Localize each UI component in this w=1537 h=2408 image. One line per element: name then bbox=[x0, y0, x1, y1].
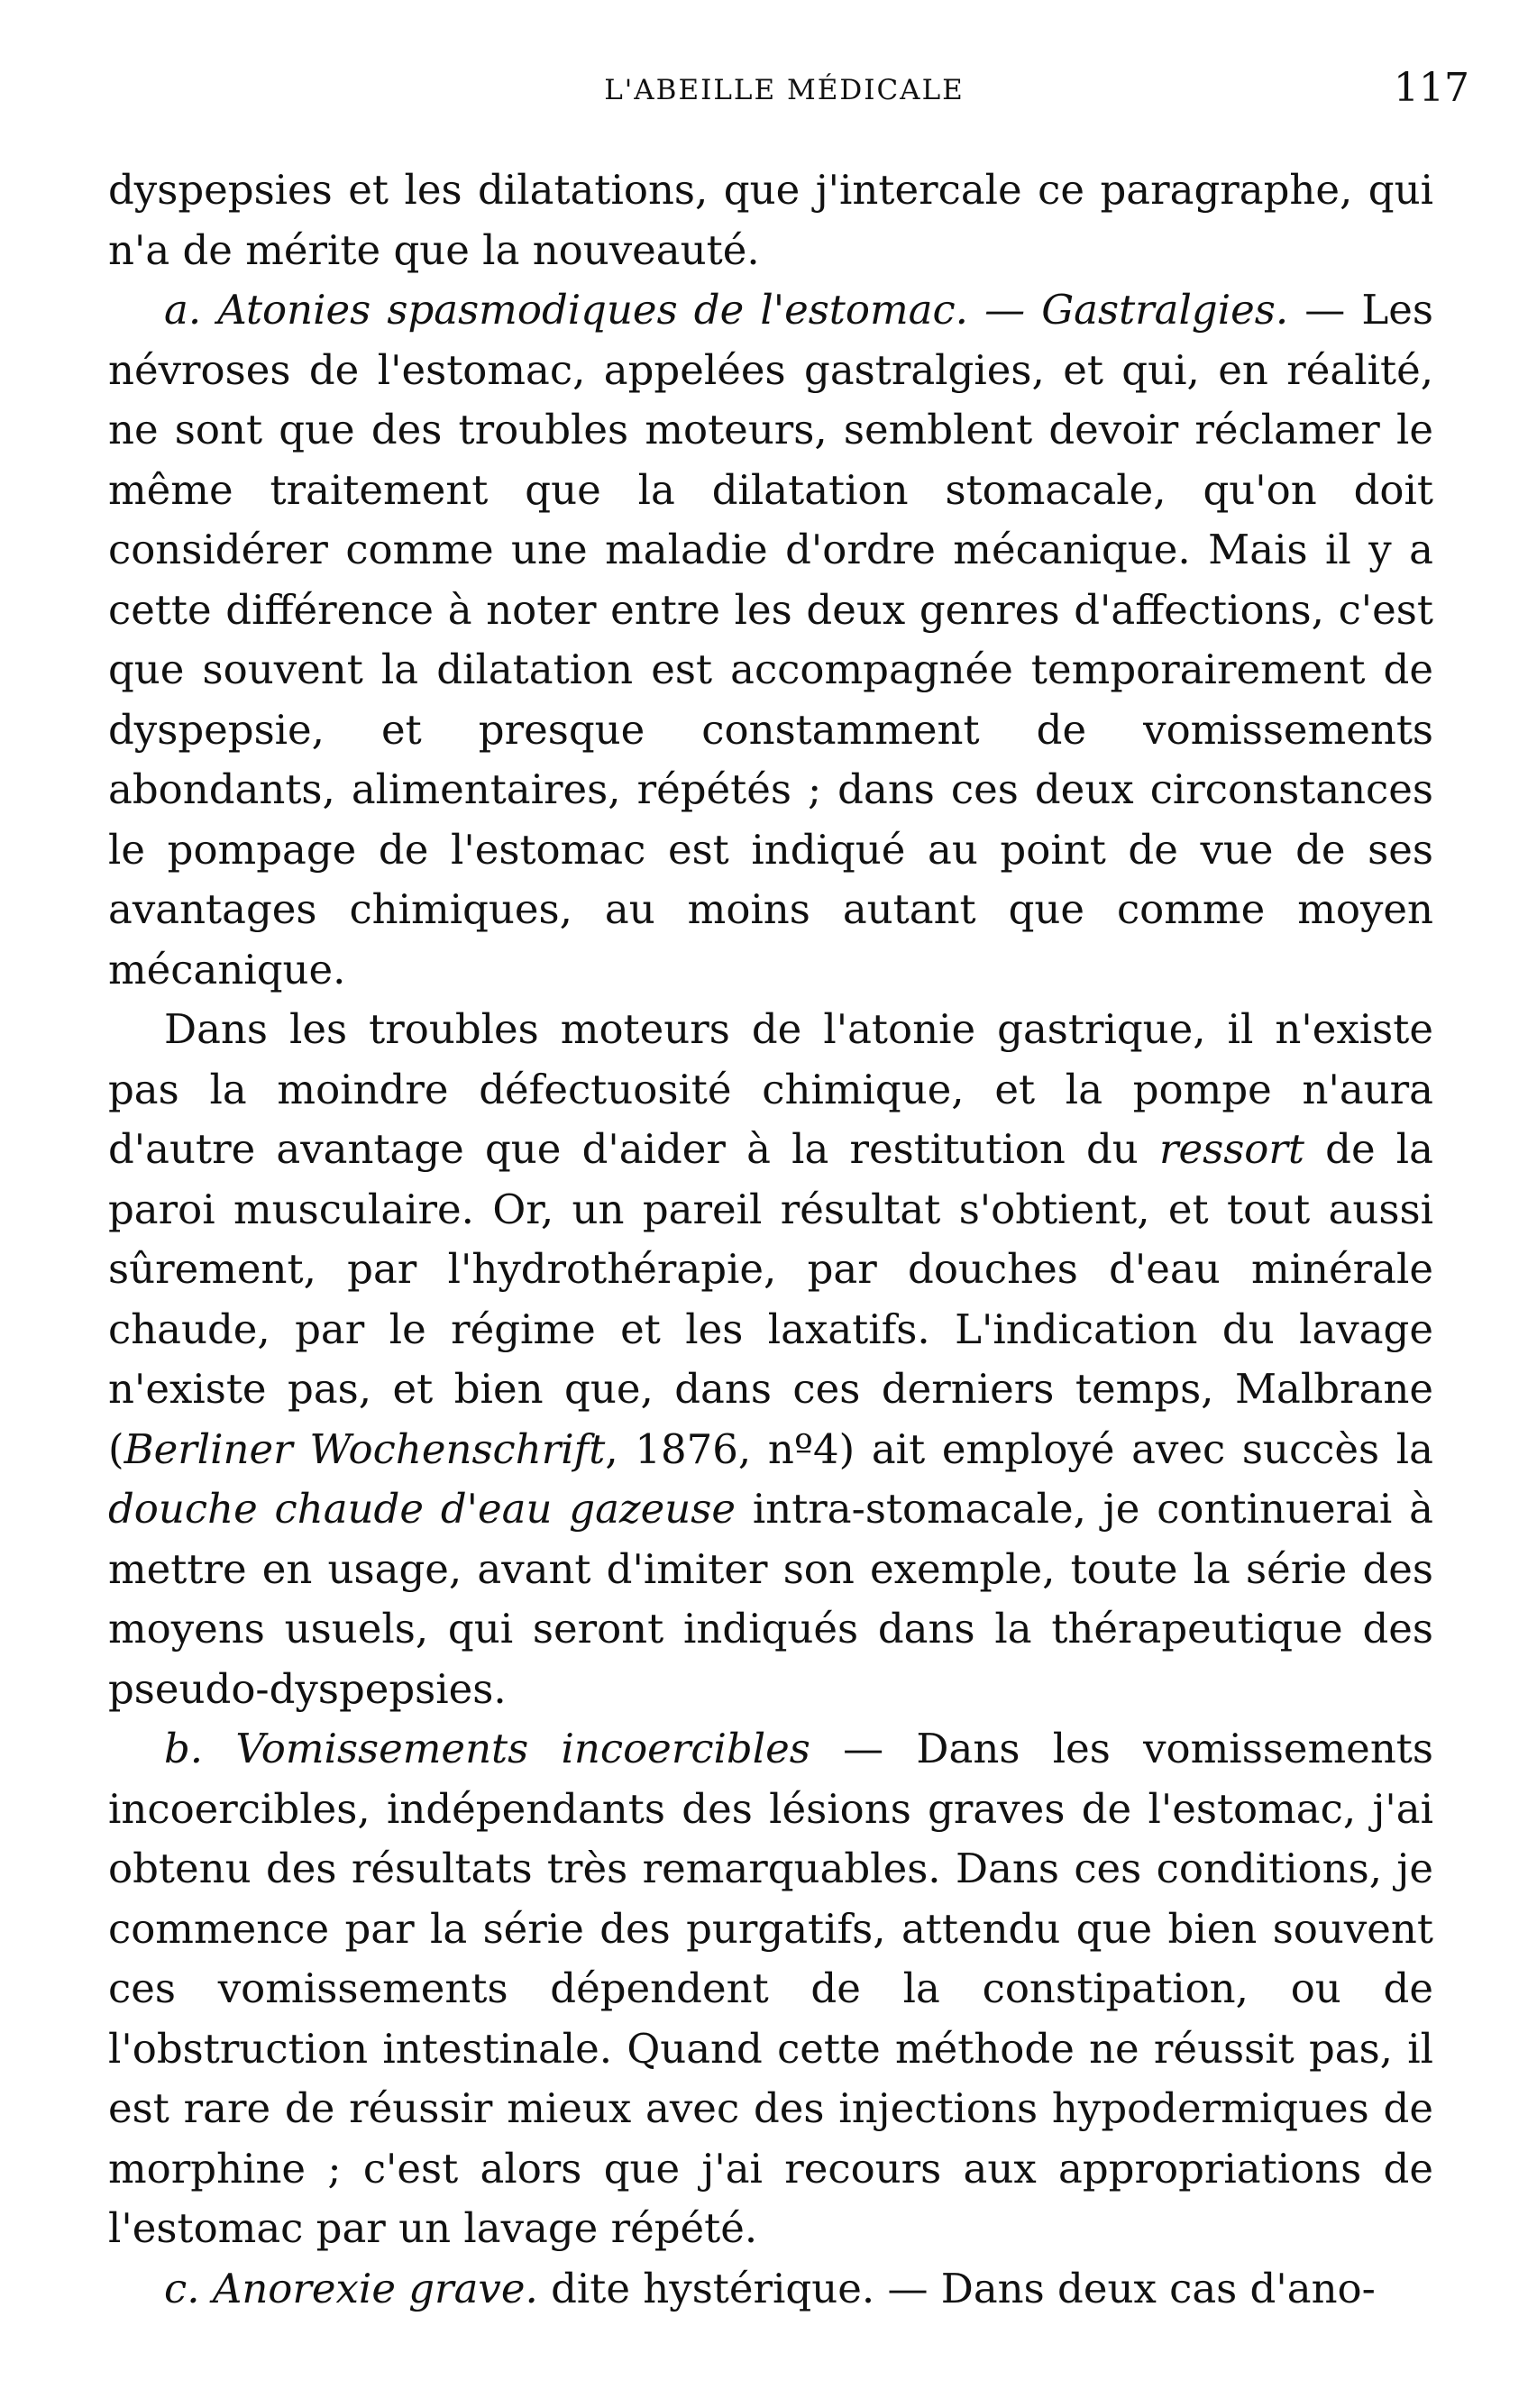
paragraph-atonie bbox=[108, 1000, 1433, 1719]
section-label: b. bbox=[164, 1725, 204, 1772]
running-head bbox=[99, 65, 1469, 119]
paragraph-text: Dans les troubles moteurs de l'atonie gastrique, il n'existe pas la moindre défectuosité chimique, et la pompe n'aura d'autre avantage que d'aider à la restitution du bbox=[108, 1005, 1433, 1173]
paragraph-text: intra-stomacale, je continuerai à mettre en usage, avant d'imiter son exemple, toute la série des moyens usuels, qui seront indiqués dans la thérapeutique des pseudo-dyspepsies. bbox=[108, 1485, 1433, 1713]
section-label: a. bbox=[164, 286, 202, 334]
section-label: c. bbox=[164, 2264, 200, 2312]
paragraph-text: , 1876, nº4) ait employé avec succès la bbox=[605, 1424, 1434, 1473]
text-column bbox=[108, 160, 1433, 2319]
paragraph-text: de la paroi musculaire. Or, un pareil résultat s'obtient, et tout aussi sûrement, par l'hydrothérapie, par douches d'eau minérale chaude, par le régime et les laxatifs. L'indication du lavage n'existe pas, et bien que, dans ces derniers temps, Malbrane ( bbox=[108, 1125, 1434, 1473]
section-heading: Vomissements incoercibles bbox=[235, 1725, 810, 1772]
paragraph-text: — Les névroses de l'estomac, appelées gastralgies, et qui, en réalité, ne sont que des troubles moteurs, semblent devoir réclamer le même traitement que la dilatation stomacale, qu'on doit considérer comme une maladie d'ordre mécanique. Mais il y a cette différence à noter entre les deux genres d'affections, c'est que souvent la dilatation est accompagnée temporairement de dyspepsie, et presque constamment de vomissements abondants, alimentaires, répétés ; dans ces deux circonstances le pompage de l'estomac est indiqué au point de vue de ses avantages chimiques, au moins autant que comme moyen mécanique. bbox=[108, 286, 1433, 993]
paragraph-text: dyspepsies et les dilatations, que j'intercale ce paragraphe, qui n'a de mérite que la nouveauté. bbox=[108, 166, 1433, 274]
paragraph-text: dite hystérique. — Dans deux cas d'ano- bbox=[551, 2264, 1376, 2312]
running-title: L'ABEILLE MÉDICALE bbox=[604, 74, 965, 106]
paragraph-section-c bbox=[108, 2259, 1433, 2320]
emphasis-douche: douche chaude d'eau gazeuse bbox=[108, 1485, 736, 1533]
paragraph-continuation bbox=[108, 160, 1433, 280]
paragraph-text: — Dans les vomissements incoercibles, indépendants des lésions graves de l'estomac, j'ai obtenu des résultats très remarquables. Dans ces conditions, je commence par la série des purgatifs, attendu que bien souvent ces vomissements dépendent de la constipation, ou de l'obstruction intestinale. Quand cette méthode ne réussit pas, il est rare de réussir mieux avec des injections hypodermiques de morphine ; c'est alors que j'ai recours aux appropriations de l'estomac par un lavage répété. bbox=[108, 1725, 1433, 2252]
section-heading: Atonies spasmodiques de l'estomac. — Gastralgies. bbox=[217, 286, 1289, 334]
page-number: 117 bbox=[1394, 65, 1469, 111]
emphasis-ressort: ressort bbox=[1158, 1125, 1304, 1173]
paragraph-section-a bbox=[108, 280, 1433, 1000]
paragraph-section-b bbox=[108, 1719, 1433, 2259]
citation-journal: Berliner Wochenschrift bbox=[124, 1424, 606, 1473]
section-heading: Anorexie grave. bbox=[212, 2264, 538, 2312]
